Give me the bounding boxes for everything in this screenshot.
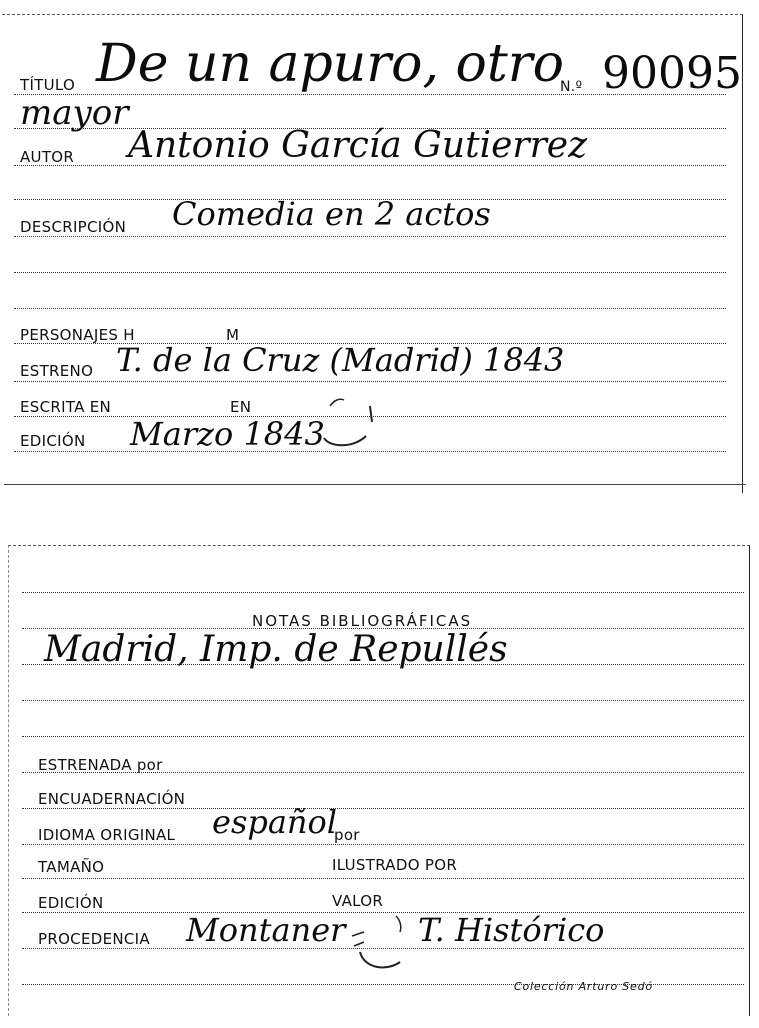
idioma-por-label: por xyxy=(334,826,360,844)
personajes-m-label: M xyxy=(226,326,240,344)
idioma-label: IDIOMA ORIGINAL xyxy=(38,826,176,844)
escrita-label: ESCRITA EN xyxy=(20,398,112,416)
ilustrado-label: ILUSTRADO POR xyxy=(332,856,458,874)
numero-value: 90095 xyxy=(602,48,742,99)
numero-label: N.º xyxy=(560,79,583,95)
personajes-label: PERSONAJES H xyxy=(20,326,135,344)
edicion-value: Marzo 1843 xyxy=(130,415,325,453)
procedencia-value: Montaner xyxy=(186,911,346,949)
encuadernacion-label: ENCUADERNACIÓN xyxy=(38,790,186,808)
tamano-label: TAMAÑO xyxy=(38,858,105,876)
notas-bibliograficas-heading: NOTAS BIBLIOGRÁFICAS xyxy=(252,612,473,630)
estreno-value: T. de la Cruz (Madrid) 1843 xyxy=(116,341,565,379)
notas-value: Madrid, Imp. de Repullés xyxy=(44,629,508,670)
edicion-label: EDICIÓN xyxy=(20,432,86,450)
procedencia-value-2: T. Histórico xyxy=(418,911,605,949)
punch-hole-mark xyxy=(342,908,412,978)
rule-line xyxy=(22,592,744,593)
titulo-label: TÍTULO xyxy=(20,76,76,94)
edicion-bottom-label: EDICIÓN xyxy=(38,894,104,912)
procedencia-label: PROCEDENCIA xyxy=(38,930,150,948)
autor-value: Antonio García Gutierrez xyxy=(128,125,588,166)
rule-line xyxy=(22,700,744,701)
rule-line xyxy=(22,878,744,879)
punch-hole-mark xyxy=(310,392,390,452)
rule-line xyxy=(22,808,744,809)
titulo-value-cont: mayor xyxy=(20,93,129,133)
rule-line xyxy=(14,381,726,382)
collection-footer: Colección Arturo Sedó xyxy=(514,980,653,993)
estreno-label: ESTRENO xyxy=(20,362,94,380)
titulo-value: De un apuro, otro xyxy=(96,34,564,94)
descripcion-value: Comedia en 2 actos xyxy=(172,195,491,233)
rule-line xyxy=(4,484,746,485)
rule-line xyxy=(14,272,726,273)
escrita-en-label: EN xyxy=(230,398,252,416)
descripcion-label: DESCRIPCIÓN xyxy=(20,218,127,236)
rule-line xyxy=(22,844,744,845)
idioma-value: español xyxy=(212,803,338,841)
rule-line xyxy=(14,236,726,237)
rule-line xyxy=(22,736,744,737)
autor-label: AUTOR xyxy=(20,148,75,166)
rule-line xyxy=(14,308,726,309)
valor-label: VALOR xyxy=(332,892,384,910)
estrenada-label: ESTRENADA por xyxy=(38,756,163,774)
